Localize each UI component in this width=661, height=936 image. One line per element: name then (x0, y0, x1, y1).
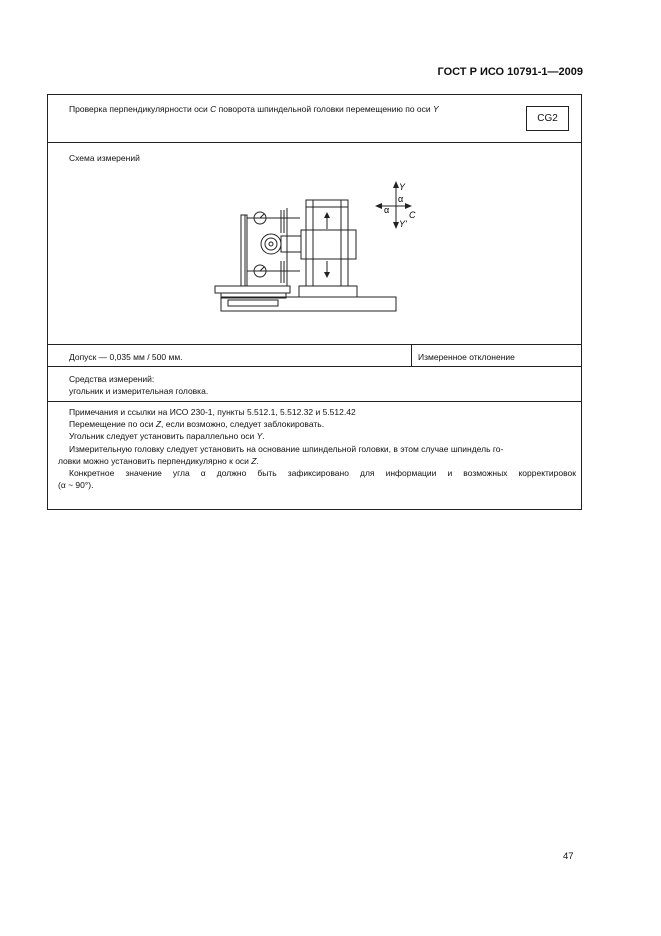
note-line-2-post: , если возможно, следует заблокировать. (161, 419, 325, 430)
note-line-7: (α ~ 90°). (58, 480, 94, 491)
axis-y-prime-label: Y' (399, 219, 407, 229)
check-title-pre: Проверка перпендикулярности оси (69, 104, 211, 114)
note-line-5-post: . (256, 455, 259, 466)
spindle-nose-inner (265, 238, 277, 250)
check-title-mid: поворота шпиндельной головки перемещению по оси (216, 104, 433, 114)
measured-deviation-label: Измеренное отклонение (418, 352, 515, 362)
spindle-housing (281, 236, 301, 252)
check-title-axis-y: Y (433, 104, 439, 114)
square-vertical (241, 215, 245, 286)
note-line-2-pre: Перемещение по оси (69, 419, 156, 430)
document-code: ГОСТ Р ИСО 10791-1—2009 (437, 66, 583, 78)
note-line-5 (58, 455, 576, 467)
note-line-3 (58, 430, 576, 442)
scheme-row (48, 143, 581, 345)
note-line-5-axis: Z (251, 455, 257, 466)
column-divider (411, 345, 412, 366)
rotary-table (215, 286, 290, 293)
instruments-row (48, 367, 581, 402)
check-title-row (48, 95, 581, 143)
tolerance-row (48, 345, 581, 367)
note-line-5-pre: ловки можно установить перпендикулярно к оси (58, 455, 252, 466)
spindle-nose-outer (261, 234, 281, 254)
note-line-6: Конкретное значение угла α должно быть зафиксировано для информации и возможных корректировок (69, 468, 576, 479)
check-code-box: CG2 (526, 106, 569, 131)
machine-bed (221, 297, 396, 311)
note-line-3-axis: Y (256, 431, 263, 442)
column-base (299, 286, 357, 297)
instruments-title: Средства измерений: (69, 374, 155, 384)
instruments-items: угольник и измерительная головка. (69, 386, 209, 396)
axis-y-label: Y (399, 182, 406, 192)
note-line-2-axis: Z (155, 419, 162, 430)
check-table (47, 94, 582, 510)
axis-c-label: C (409, 210, 416, 220)
scheme-label: Схема измерений (69, 153, 140, 163)
note-line-3-pre: Угольник следует установить параллельно оси (69, 431, 257, 442)
axis-alpha-top: α (398, 194, 404, 204)
square-vertical-inner (245, 215, 247, 286)
tolerance-label: Допуск — 0,035 мм / 500 мм. (69, 352, 183, 362)
page-number: 47 (563, 851, 574, 862)
table-slot (228, 300, 278, 306)
check-title (69, 103, 439, 115)
note-line-3-post: . (262, 431, 265, 442)
note-line-2 (58, 418, 576, 430)
note-line-4: Измерительную головку следует установить на основание шпиндельной головки, в этом случае шпиндель го- (69, 443, 504, 454)
check-title-axis-c: C (210, 104, 217, 114)
axis-alpha-left: α (384, 205, 390, 215)
notes-block (58, 406, 576, 491)
note-line-1: Примечания и ссылки на ИСО 230-1, пункты 5.512.1, 5.512.32 и 5.512.42 (69, 407, 356, 417)
measurement-diagram (48, 143, 583, 345)
